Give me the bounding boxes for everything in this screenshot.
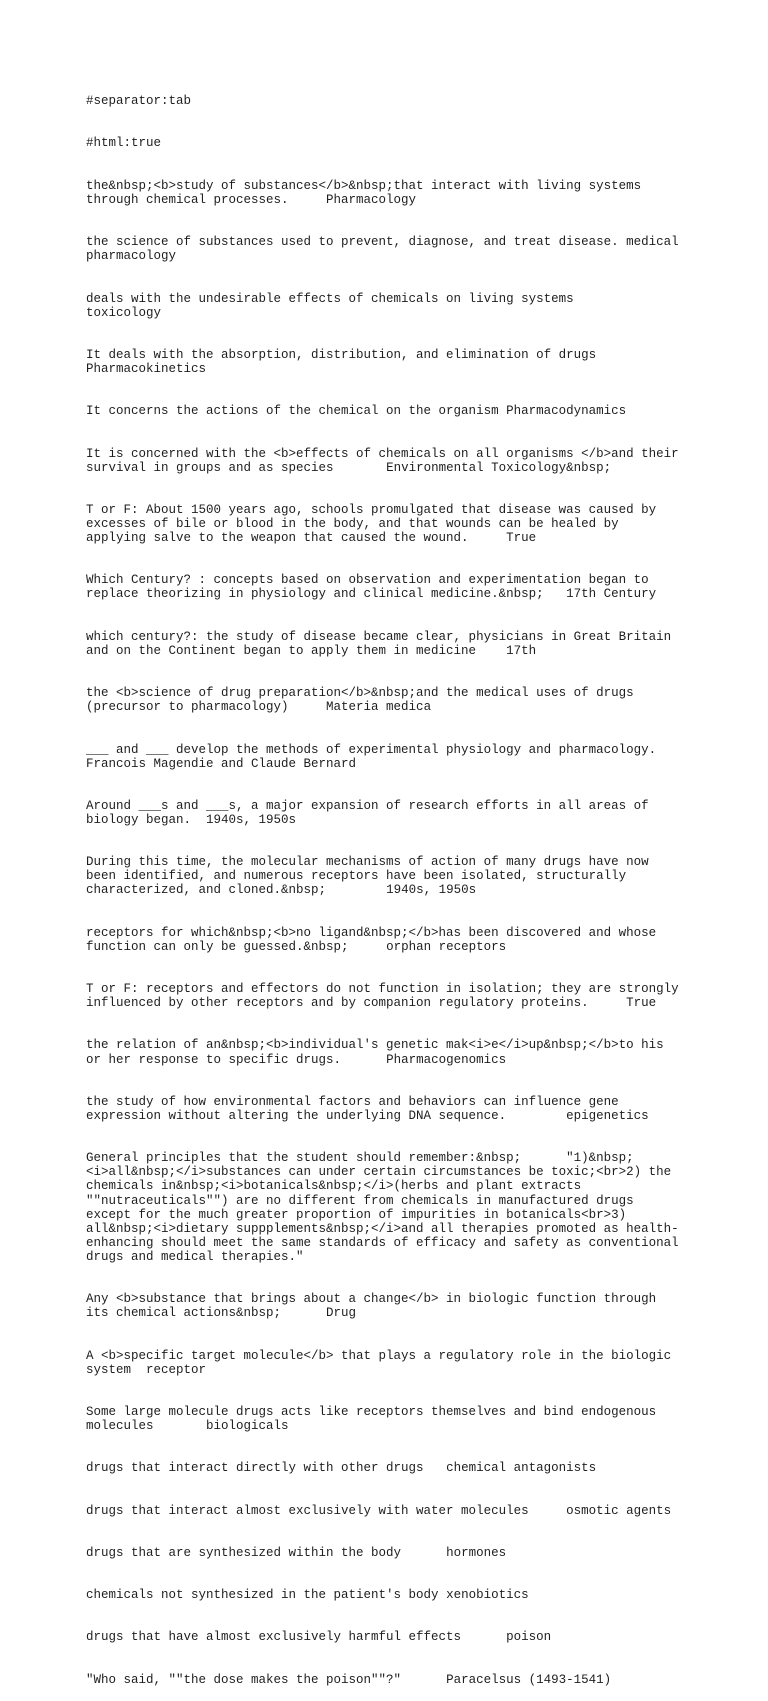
card-line: the <b>science of drug preparation</b>&nbsp;and the medical uses of drugs (precursor to pharmacology) Materia medica bbox=[86, 686, 642, 715]
card-line: which century?: the study of disease became clear, physicians in Great Britain and on the Continent began to apply them in medicine 17th bbox=[86, 629, 679, 658]
card-line: Which Century? : concepts based on observation and experimentation began to replace theorizing in physiology and clinical medicine.&nbsp; 17th Century bbox=[86, 573, 657, 602]
card-line: receptors for which&nbsp;<b>no ligand&nbsp;</b>has been discovered and whose function can only be guessed.&nbsp; orphan receptors bbox=[86, 925, 664, 954]
separator-directive-line: #separator:tab bbox=[86, 94, 192, 109]
card-line: During this time, the molecular mechanisms of action of many drugs have now been identified, and numerous receptors have been isolated, structurally characterized, and cloned.&nbsp; 1940s, 1950s bbox=[86, 855, 657, 898]
card-line: drugs that interact directly with other drugs chemical antagonists bbox=[86, 1461, 597, 1476]
card-line: deals with the undesirable effects of chemicals on living systems toxicology bbox=[86, 291, 627, 320]
card-line: It concerns the actions of the chemical on the organism Pharmacodynamics bbox=[86, 404, 627, 419]
card-line: ___ and ___ develop the methods of experimental physiology and pharmacology. Francois Magendie and Claude Bernard bbox=[86, 742, 687, 771]
card-line: It is concerned with the <b>effects of chemicals on all organisms </b>and their survival in groups and as species Environmental Toxicology&nbsp; bbox=[86, 446, 687, 475]
card-line: Some large molecule drugs acts like receptors themselves and bind endogenous molecules biologicals bbox=[86, 1404, 664, 1433]
card-line: A <b>specific target molecule</b> that plays a regulatory role in the biologic system receptor bbox=[86, 1348, 679, 1377]
card-line: General principles that the student should remember:&nbsp; "1)&nbsp;<i>all&nbsp;</i>substances can under certain circumstances be toxic;<br>2) the chemicals in&nbsp;<i>botanicals&nbsp;</i>(herbs and plant extracts ""nutraceuticals"") are no different from chemicals in manufactured drugs except for the much greater proportion of impurities in botanicals<br>3) all&nbsp;<i>dietary suppplements&nbsp;</i>and all therapies promoted as health-enhancing should meet the same standards of efficacy and safety as conventional drugs and medical therapies." bbox=[86, 1151, 687, 1264]
flashcard-export-text bbox=[86, 66, 686, 1701]
card-line: the science of substances used to prevent, diagnose, and treat disease. medical pharmacology bbox=[86, 235, 687, 264]
card-line: Any <b>substance that brings about a change</b> in biologic function through its chemical actions&nbsp; Drug bbox=[86, 1292, 664, 1321]
card-line: drugs that interact almost exclusively with water molecules osmotic agents bbox=[86, 1503, 672, 1518]
card-line: T or F: About 1500 years ago, schools promulgated that disease was caused by excesses of bile or blood in the body, and that wounds can be healed by applying salve to the weapon that caused the wound. True bbox=[86, 502, 664, 546]
card-line: chemicals not synthesized in the patient's body xenobiotics bbox=[86, 1588, 529, 1603]
card-line: the&nbsp;<b>study of substances</b>&nbsp;that interact with living systems through chemical processes. Pharmacology bbox=[86, 178, 649, 207]
card-line: drugs that are synthesized within the body hormones bbox=[86, 1545, 507, 1560]
card-line: the relation of an&nbsp;<b>individual's genetic mak<i>e</i>up&nbsp;</b>to his or her response to specific drugs. Pharmacogenomics bbox=[86, 1038, 672, 1067]
card-line: the study of how environmental factors and behaviors can influence gene expression without altering the underlying DNA sequence. epigenetics bbox=[86, 1094, 649, 1123]
card-line: Around ___s and ___s, a major expansion of research efforts in all areas of biology began. 1940s, 1950s bbox=[86, 798, 657, 827]
html-directive-line: #html:true bbox=[86, 136, 162, 151]
card-line: It deals with the absorption, distribution, and elimination of drugs Pharmacokinetics bbox=[86, 347, 627, 376]
card-line: T or F: receptors and effectors do not function in isolation; they are strongly influenced by other receptors and by companion regulatory proteins. True bbox=[86, 982, 687, 1011]
card-line: "Who said, ""the dose makes the poison""?" Paracelsus (1493-1541) bbox=[86, 1672, 612, 1687]
card-line: drugs that have almost exclusively harmful effects poison bbox=[86, 1630, 552, 1645]
